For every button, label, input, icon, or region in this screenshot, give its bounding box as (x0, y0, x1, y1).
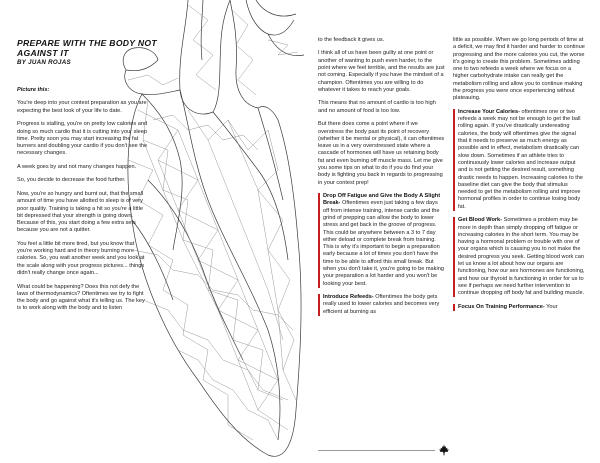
paragraph: You feel a little bit more tired, but you know that you're working hard and in theory burning more calories. So, you wait another week and you look at the scale along with your progress pictures... things didn't really change once again... (17, 240, 145, 277)
article-byline: BY JUAN ROJAS (17, 59, 71, 66)
paragraph: I think all of us have been guilty at one point or another of wanting to push even harder, to the point where we feel terrible, and the results are just not coming. Especially if you have the mindset of a champion. Oftentimes you are willing to do whatever it takes to reach your goals. (318, 50, 445, 93)
section-get-blood-work (453, 217, 585, 297)
column-3 (453, 37, 585, 317)
paragraph: A week goes by and not many changes happen. (17, 163, 137, 170)
column-2 (318, 37, 445, 322)
paragraph: Progress is stalling, you're on pretty low calories and doing so much cardio that it is cutting into your sleep time. Pretty soon you may start increasing the fat burners and doubling your cardio if you don't see the necessary changes. (17, 121, 148, 157)
section-introduce-refeeds (318, 294, 445, 316)
section-body: Sometimes a problem may be more in depth than simply dropping off fatigue or increasing calories in the short term. You may be having a hormonal problem or trouble with one of your organs which is causing you to not make the desired progress you seek. Getting blood work can let us know a lot about how our organs are functioning, how our sex hormones are functioning, and how our thyroid is functioning in order for us to see if perhaps we need further intervention to continue dropping off body fat and building muscle. (458, 217, 585, 297)
section-focus-training (453, 304, 585, 311)
section-heading: Get Blood Work- (458, 217, 503, 224)
section-body: Oftentimes even just taking a few days off from intense training, intense cardio and the grind of prepping can allow the body to lower stress and get back in the groove of progress. This could be anywhere between a 3 to 7 day either deload or complete break from training. This is why it's important to begin a preparation early because a lot of times you don't have the time to be able to afford this small break. But when you don't take it, you're going to be making your preparation a lot harder and you won't be looking your best. (323, 200, 444, 287)
section-heading: Introduce Refeeds- (323, 294, 374, 301)
paragraph: What could be happening? Does this not defy the laws of thermodynamics? Oftentimes we try to fight the body and go against what it's telling us. The key is to work along with the body and to listen (17, 283, 145, 312)
paragraph: You're deep into your contest preparation as you are expecting the best look of your life to date. (17, 100, 147, 114)
maple-leaf-icon (438, 444, 450, 456)
column-1 (17, 87, 148, 319)
section-body: Your (544, 303, 558, 310)
section-body: oftentimes one or two refeeds a week may not be enough to get the ball rolling again. If you've drastically undereating calories, the body will oftentimes give the signal that it needs to preserve as much energy as possible and in effect, metabolism drastically can slow down. Sometimes if an athlete tries to continuously lower calories and increase output and is not getting the desired result, something drastic needs to happen. Increasing calories to the baseline diet can give the body that stimulus needed to get the metabolism rolling and improve hormonal profiles in order to continue losing body fat. (458, 108, 584, 210)
paragraph: This means that no amount of cardio is too high and no amount of food is too low. (318, 100, 436, 114)
section-heading: Focus On Training Performance- (458, 303, 545, 310)
section-body: Oftentimes the body gets really used to lower calories and becomes very efficient at burning as (323, 294, 440, 315)
article-title: PREPARE WITH THE BODY NOT AGAINST IT (17, 38, 157, 58)
intro-label: Picture this: (17, 87, 50, 93)
paragraph: But there does come a point where if we overstress the body past its point of recovery (whether it be mental or physical), it can oftentimes leave us in a very overstressed state where a cascade of hormones will have us retaining body fat and even burning off muscle mass. Let me give you some tips on what to do if you do find your body is fighting you back in regards to progressing in your contest prep! (318, 121, 445, 186)
paragraph: little as possible. When we go long periods of time at a deficit, we may find it harder and harder to continue progressing and the more calories you cut, the worse it's going to create this problem. Sometimes adding one to two refeeds a week where we focus on a higher carbohydrate intake can really get the metabolism rolling and allow you to continue making the progress you were once experiencing without plateauing. (453, 37, 585, 102)
paragraph: Now, you're so hungry and burnt out, that the small amount of time you have allotted to sleep is of very poor quality. Training is taking a hit so you're a little bit depressed that your strength is going down. Because of this, you start doing a few extra sets because you are not a quitter. (17, 190, 144, 234)
paragraph: So, you decide to decrease the food further. (17, 177, 126, 184)
section-heading: Drop Off Fatigue and Give the Body A Slight Break- (323, 193, 441, 207)
paragraph: to the feedback it gives us. (318, 37, 385, 43)
section-drop-off-fatigue (318, 193, 445, 288)
section-increase-calories (453, 109, 585, 211)
footer-divider (318, 450, 435, 451)
section-heading: Increase Your Calories- (458, 108, 520, 115)
